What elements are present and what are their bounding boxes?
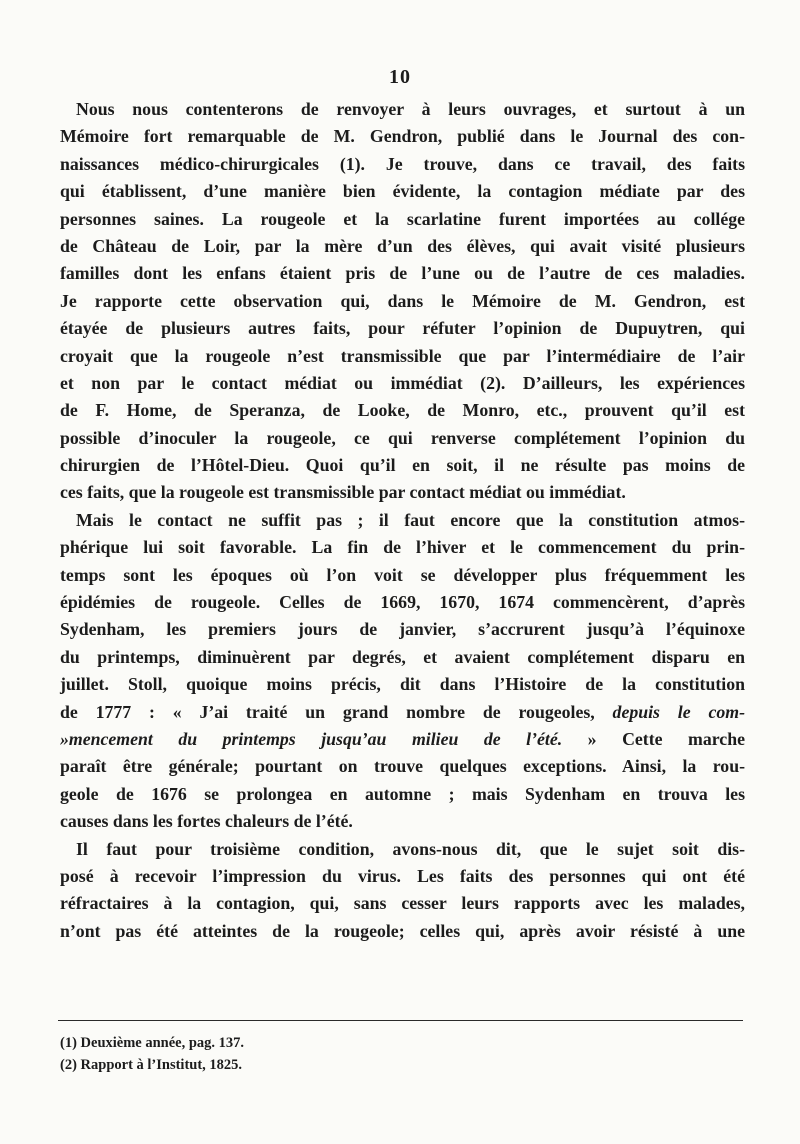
text-line: phérique lui soit favorable. La fin de l’hiver et le commencement du prin- [60, 537, 745, 558]
text-line: étayée de plusieurs autres faits, pour réfuter l’opinion de Dupuytren, qui [60, 318, 745, 339]
text-line: causes dans les fortes chaleurs de l’été. [60, 811, 353, 832]
text-line: chirurgien de l’Hôtel-Dieu. Quoi qu’il en soit, il ne résulte pas moins de [60, 455, 745, 476]
text-line: Je rapporte cette observation qui, dans le Mémoire de M. Gendron, est [60, 290, 745, 311]
page-number: 10 [389, 66, 411, 88]
text-line: ces faits, que la rougeole est transmissible par contact médiat ou immédiat. [60, 482, 626, 503]
text-line-quote-end [60, 726, 745, 753]
text-line: Sydenham, les premiers jours de janvier, s’accrurent jusqu’à l’équinoxe [60, 619, 745, 640]
text-line: de F. Home, de Speranza, de Looke, de Monro, etc., prouvent qu’il est [60, 400, 745, 421]
footnote: (2) Rapport à l’Institut, 1825. [60, 1057, 243, 1073]
text-line: Mais le contact ne suffit pas ; il faut encore que la constitution atmos- [76, 509, 745, 530]
text-line: paraît être générale; pourtant on trouve quelques exceptions. Ainsi, la rou- [60, 756, 745, 777]
text-line: qui établissent, d’une manière bien évidente, la contagion médiate par des [60, 181, 745, 202]
footnote: (1) Deuxième année, pag. 137. [60, 1035, 245, 1051]
text-line: du printemps, diminuèrent par degrés, et avaient complétement disparu en [60, 646, 745, 667]
text-line: geole de 1676 se prolongea en automne ; mais Sydenham en trouva les [60, 783, 745, 804]
text-line: Il faut pour troisième condition, avons-nous dit, que le sujet soit dis- [76, 838, 745, 859]
text-line: Nous nous contenterons de renvoyer à leurs ouvrages, et surtout à un [76, 99, 745, 119]
text-line: épidémies de rougeole. Celles de 1669, 1670, 1674 commencèrent, d’après [60, 592, 745, 613]
text-segment: de 1777 : « J’ai traité un grand nombre de rougeoles, [60, 701, 613, 722]
text-line: juillet. Stoll, quoique moins précis, dit dans l’Histoire de la constitution [60, 674, 745, 695]
text-line: réfractaires à la contagion, qui, sans cesser leurs rapports avec les malades, [60, 893, 745, 914]
text-line: de Château de Loir, par la mère d’un des élèves, qui avait visité plusieurs [60, 235, 745, 256]
text-line: croyait que la rougeole n’est transmissible que par l’intermédiaire de l’air [60, 345, 745, 366]
text-line-quote-start [60, 699, 745, 726]
text-line: naissances médico-chirurgicales (1). Je trouve, dans ce travail, des faits [60, 153, 745, 174]
text-line: familles dont les enfans étaient pris de l’une ou de l’autre de ces maladies. [60, 263, 745, 284]
text-line: n’ont pas été atteintes de la rougeole; celles qui, après avoir résisté à une [60, 920, 745, 941]
text-line: personnes saines. La rougeole et la scarlatine furent importées au collége [60, 208, 745, 229]
footnote-divider [58, 1020, 743, 1021]
text-line: Mémoire fort remarquable de M. Gendron, publié dans le Journal des con- [60, 126, 745, 147]
text-line: posé à recevoir l’impression du virus. Les faits des personnes qui ont été [60, 865, 745, 886]
footnotes [60, 1032, 660, 1076]
body-text [60, 96, 745, 945]
text-line: temps sont les époques où l’on voit se développer plus fréquemment les [60, 564, 745, 585]
text-line: et non par le contact médiat ou immédiat (2). D’ailleurs, les expériences [60, 372, 745, 393]
quote-italic: depuis le com- [612, 701, 745, 722]
text-line: possible d’inoculer la rougeole, ce qui renverse complétement l’opinion du [60, 427, 745, 448]
text-segment: » Cette marche [562, 728, 745, 749]
quote-italic: »mencement du printemps jusqu’au milieu de l’été. [60, 728, 563, 749]
